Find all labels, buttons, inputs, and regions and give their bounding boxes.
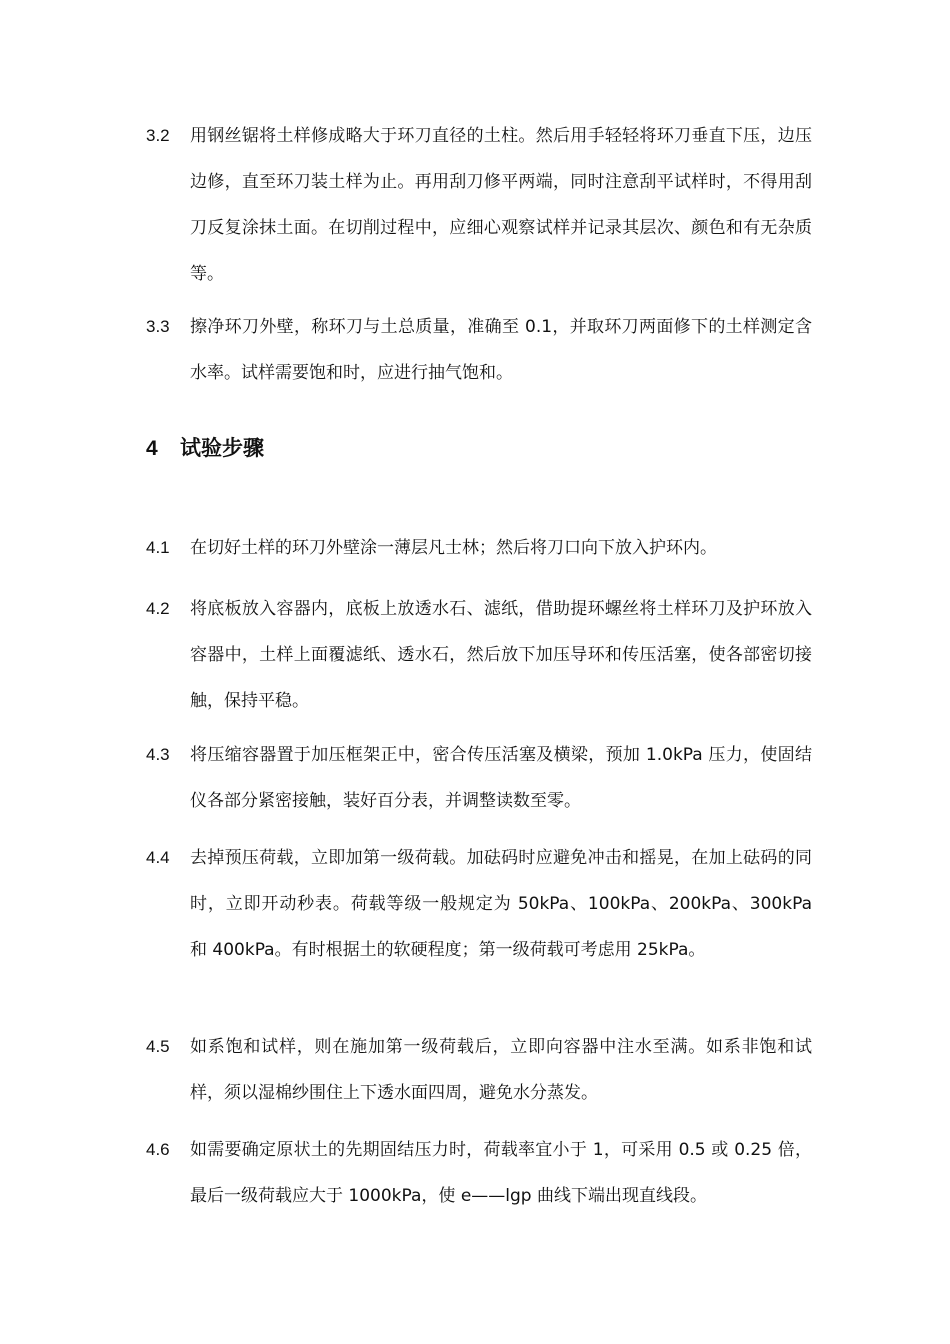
heading-title: 试验步骤 xyxy=(180,436,264,460)
paragraph-4-2 xyxy=(146,586,814,724)
paragraph-3-2 xyxy=(146,113,814,297)
step-number: 4.4 xyxy=(146,848,170,867)
step-number: 4.5 xyxy=(146,1037,170,1056)
paragraph-text: 在切好土样的环刀外壁涂一薄层凡士林；然后将刀口向下放入护环内。 xyxy=(190,538,717,558)
step-number: 4.1 xyxy=(146,538,170,557)
paragraph-text: 将底板放入容器内，底板上放透水石、滤纸，借助提环螺丝将土样环刀及护环放入容器中，土样上面覆滤纸、透水石，然后放下加压导环和传压活塞，使各部密切接触，保持平稳。 xyxy=(190,599,812,711)
section-number: 3.3 xyxy=(146,317,170,336)
paragraph-4-1 xyxy=(146,525,814,571)
paragraph-text: 擦净环刀外壁，称环刀与土总质量，准确至 0.1，并取环刀两面修下的土样测定含水率。试样需要饱和时，应进行抽气饱和。 xyxy=(190,317,812,383)
paragraph-4-3 xyxy=(146,732,814,824)
paragraph-text: 用钢丝锯将土样修成略大于环刀直径的土柱。然后用手轻轻将环刀垂直下压，边压边修，直至环刀装土样为止。再用刮刀修平两端，同时注意刮平试样时，不得用刮刀反复涂抹土面。在切削过程中，应细心观察试样并记录其层次、颜色和有无杂质等。 xyxy=(190,126,812,284)
paragraph-text: 去掉预压荷载，立即加第一级荷载。加砝码时应避免冲击和摇晃，在加上砝码的同时，立即开动秒表。荷载等级一般规定为 50kPa、100kPa、200kPa、300kPa 和 400kPa。有时根据土的软硬程度；第一级荷载可考虑用 25kPa。 xyxy=(190,848,812,960)
heading-number: 4 xyxy=(146,437,158,460)
step-number: 4.2 xyxy=(146,599,170,618)
paragraph-3-3 xyxy=(146,304,814,396)
paragraph-4-5 xyxy=(146,1024,814,1116)
section-number: 3.2 xyxy=(146,126,170,145)
section-heading xyxy=(146,432,264,462)
paragraph-4-6 xyxy=(146,1127,814,1219)
paragraph-4-4 xyxy=(146,835,814,973)
paragraph-text: 将压缩容器置于加压框架正中，密合传压活塞及横梁，预加 1.0kPa 压力，使固结仪各部分紧密接触，装好百分表，并调整读数至零。 xyxy=(190,745,812,811)
step-number: 4.3 xyxy=(146,745,170,764)
step-number: 4.6 xyxy=(146,1140,170,1159)
paragraph-text: 如需要确定原状土的先期固结压力时，荷载率宜小于 1，可采用 0.5 或 0.25 倍，最后一级荷载应大于 1000kPa，使 e——lgp 曲线下端出现直线段。 xyxy=(190,1140,812,1206)
paragraph-text: 如系饱和试样，则在施加第一级荷载后，立即向容器中注水至满。如系非饱和试样，须以湿棉纱围住上下透水面四周，避免水分蒸发。 xyxy=(190,1037,812,1103)
